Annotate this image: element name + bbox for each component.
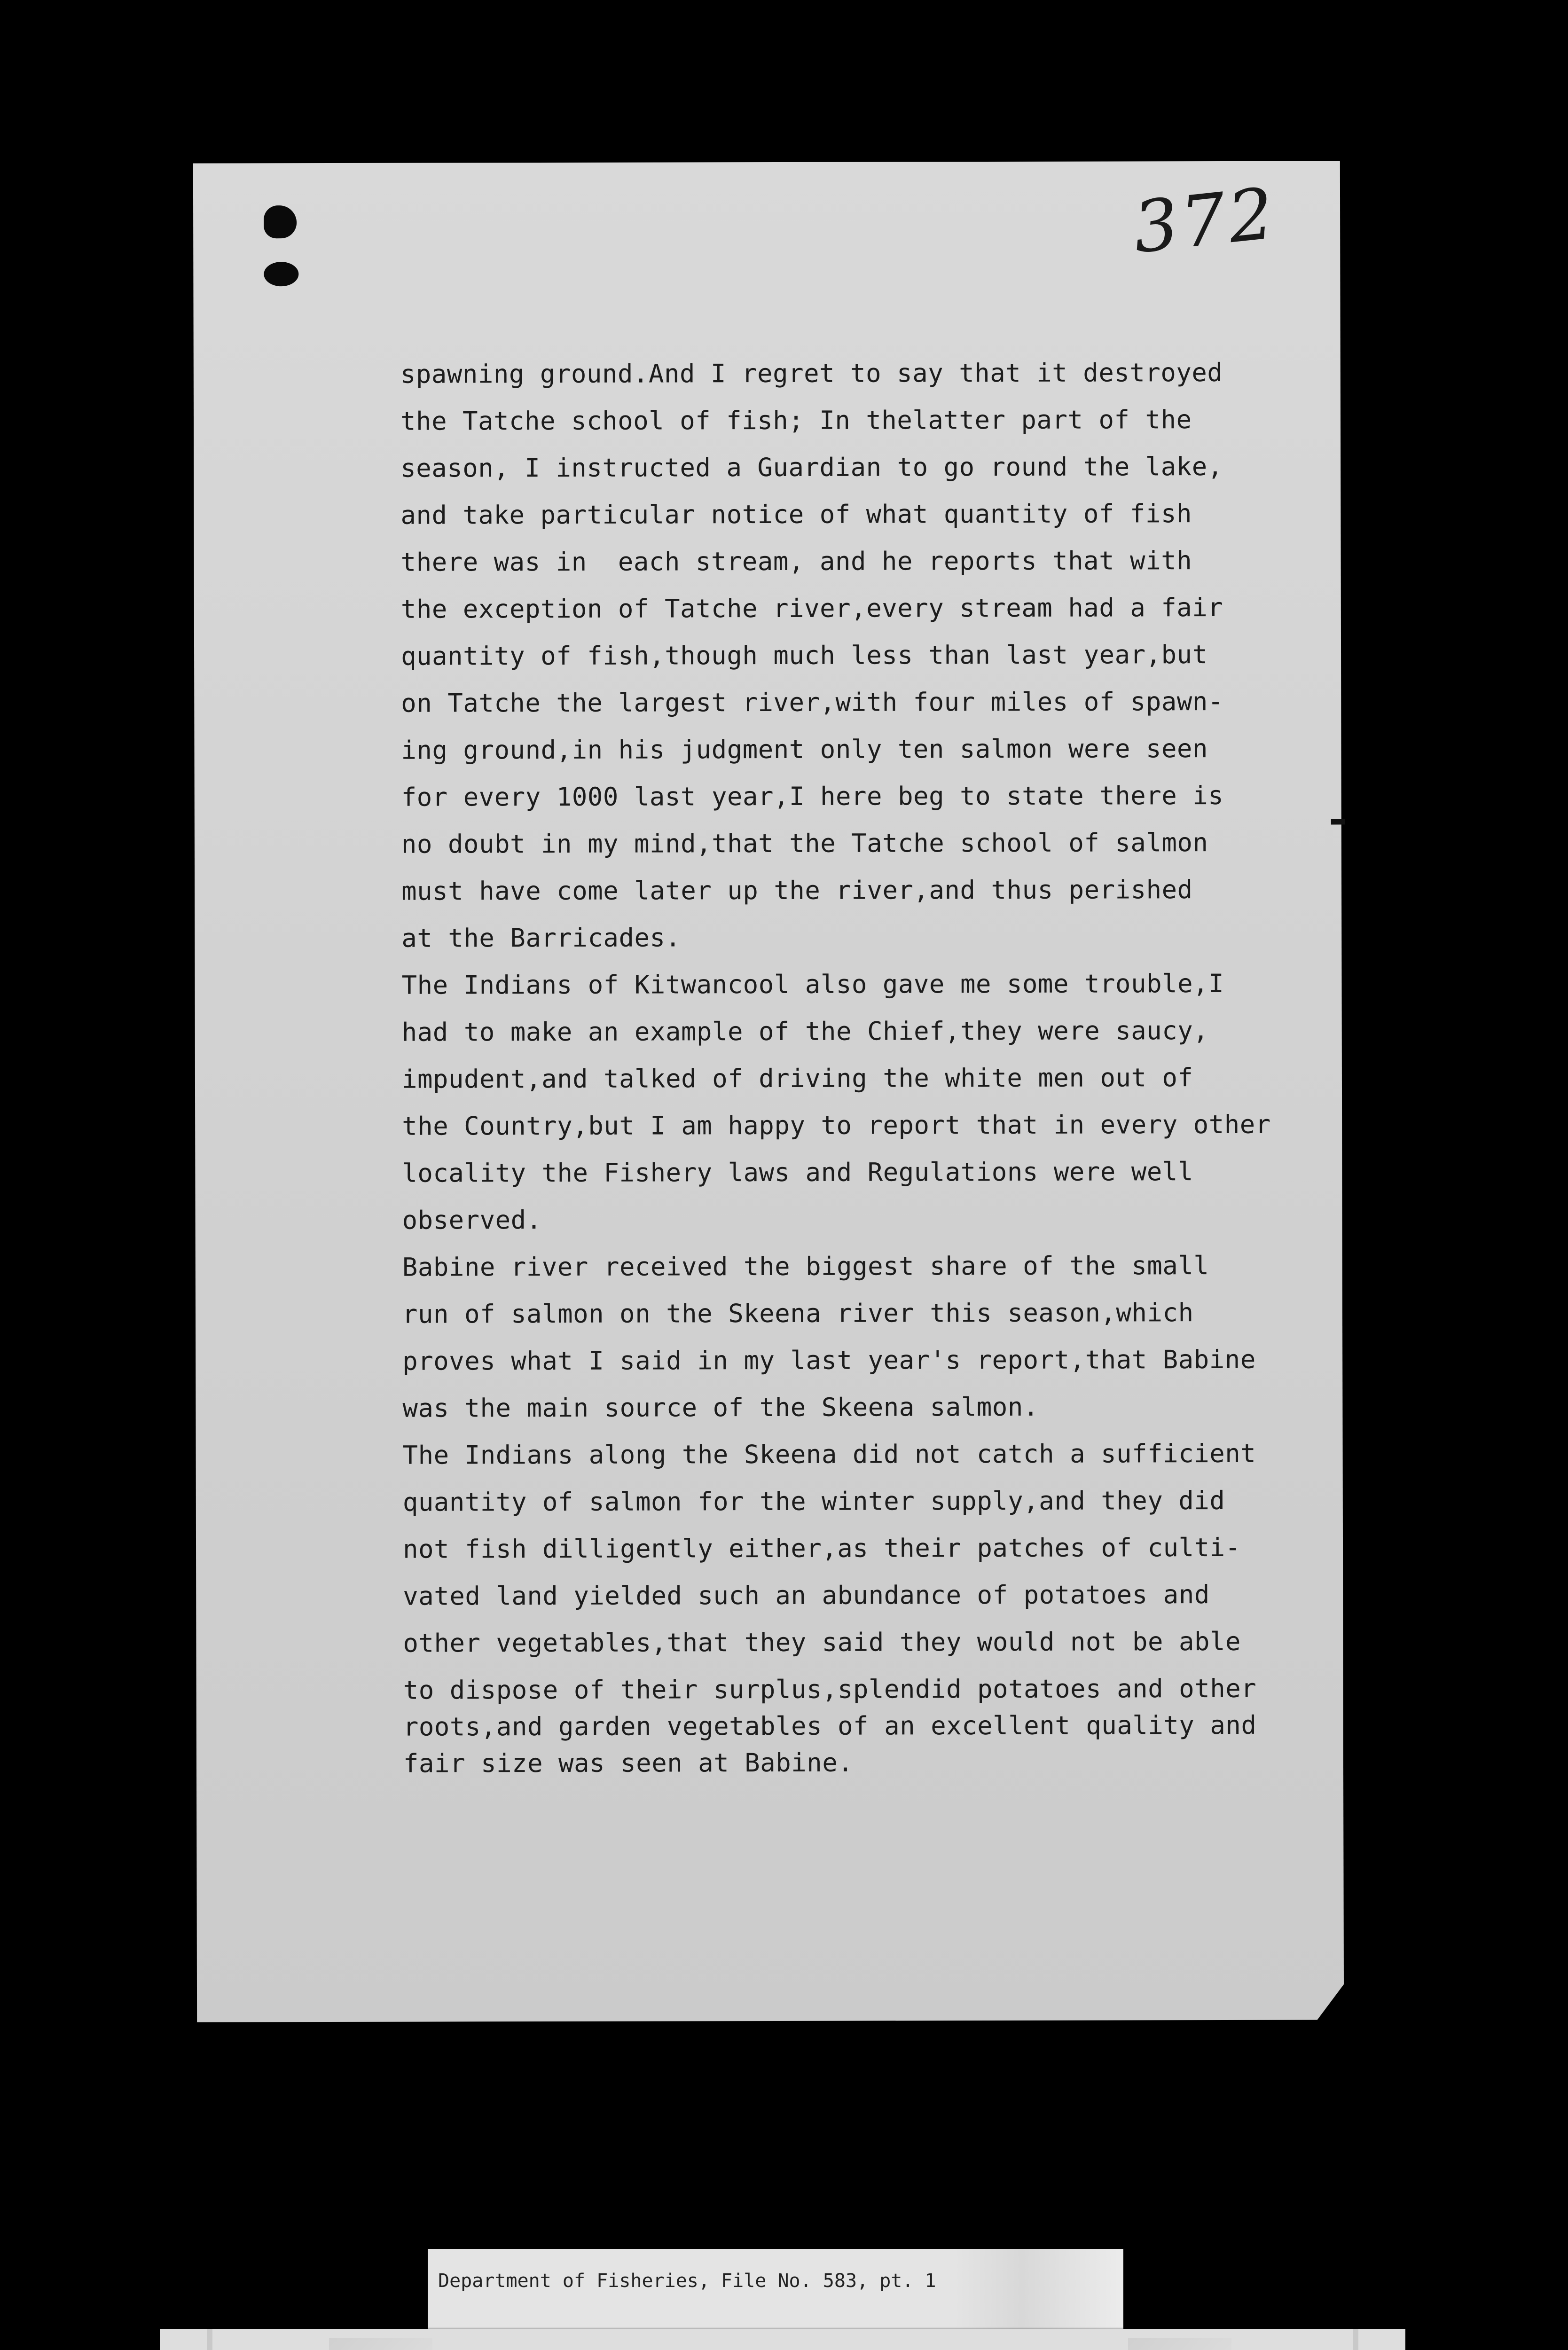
- text-line: ing ground,in his judgment only ten salmon were seen: [401, 734, 1208, 765]
- archive-stamp-card: [160, 2329, 1405, 2350]
- typed-text-body: [400, 349, 1367, 1787]
- document-page: [193, 161, 1344, 2022]
- text-line: observed.: [402, 1205, 542, 1235]
- text-line: Babine river received the biggest share of the small: [402, 1251, 1209, 1282]
- text-line: quantity of fish,though much less than last year,but: [400, 640, 1208, 671]
- text-line: season, I instructed a Guardian to go round the lake,: [400, 451, 1223, 483]
- text-line: proves what I said in my last year's report,that Babine: [402, 1344, 1256, 1376]
- text-line: locality the Fishery laws and Regulations were well: [402, 1157, 1193, 1188]
- tape-left: [329, 2338, 432, 2350]
- file-reference-label: [428, 2249, 1123, 2331]
- card-fold-left: [207, 2329, 212, 2350]
- text-line: for every 1000 last year,I here beg to state there is: [401, 780, 1224, 812]
- card-fold-right: [1353, 2329, 1358, 2350]
- text-line: fair size was seen at Babine.: [403, 1747, 854, 1778]
- text-line: roots,and garden vegetables of an excellent quality and: [403, 1710, 1257, 1742]
- text-line: quantity of salmon for the winter supply,and they did: [402, 1485, 1225, 1517]
- punch-hole-bottom: [264, 262, 298, 286]
- text-line: other vegetables,that they said they would not be able: [403, 1626, 1241, 1658]
- text-line: there was in each stream, and he reports that with: [400, 546, 1192, 577]
- text-line: the Tatche school of fish; In thelatter part of the: [400, 405, 1192, 436]
- torn-corner: [1317, 1983, 1345, 2021]
- text-line: had to make an example of the Chief,they were saucy,: [401, 1016, 1209, 1047]
- handwritten-page-number: 372: [1129, 172, 1280, 269]
- text-line: no doubt in my mind,that the Tatche school of salmon: [401, 828, 1208, 859]
- text-line: to dispose of their surplus,splendid potatoes and other: [403, 1673, 1257, 1705]
- text-line: The Indians of Kitwancool also gave me some trouble,I: [401, 968, 1224, 1000]
- text-line: the Country,but I am happy to report that in every other: [402, 1109, 1271, 1141]
- text-line: and take particular notice of what quantity of fish: [400, 499, 1192, 530]
- tape-right: [1128, 2338, 1231, 2350]
- text-line: was the main source of the Skeena salmon.: [402, 1392, 1039, 1423]
- text-line: run of salmon on the Skeena river this season,which: [402, 1298, 1194, 1329]
- file-reference-text: Department of Fisheries, File No. 583, pt. 1: [438, 2270, 936, 2292]
- text-line: The Indians along the Skeena did not catch a sufficient: [402, 1438, 1256, 1470]
- text-line: on Tatche the largest river,with four miles of spawn-: [401, 686, 1223, 718]
- text-line: spawning ground.And I regret to say that it destroyed: [400, 357, 1223, 389]
- text-line: not fish dilligently either,as their patches of culti-: [402, 1532, 1241, 1564]
- text-line: at the Barricades.: [401, 923, 681, 953]
- text-line: vated land yielded such an abundance of potatoes and: [403, 1580, 1210, 1611]
- punch-hole-top: [264, 205, 297, 238]
- text-line: the exception of Tatche river,every stream had a fair: [400, 592, 1223, 624]
- text-line: must have come later up the river,and thus perished: [401, 875, 1193, 906]
- text-line: impudent,and talked of driving the white men out of: [401, 1063, 1193, 1094]
- label-smudge: [954, 2249, 1123, 2331]
